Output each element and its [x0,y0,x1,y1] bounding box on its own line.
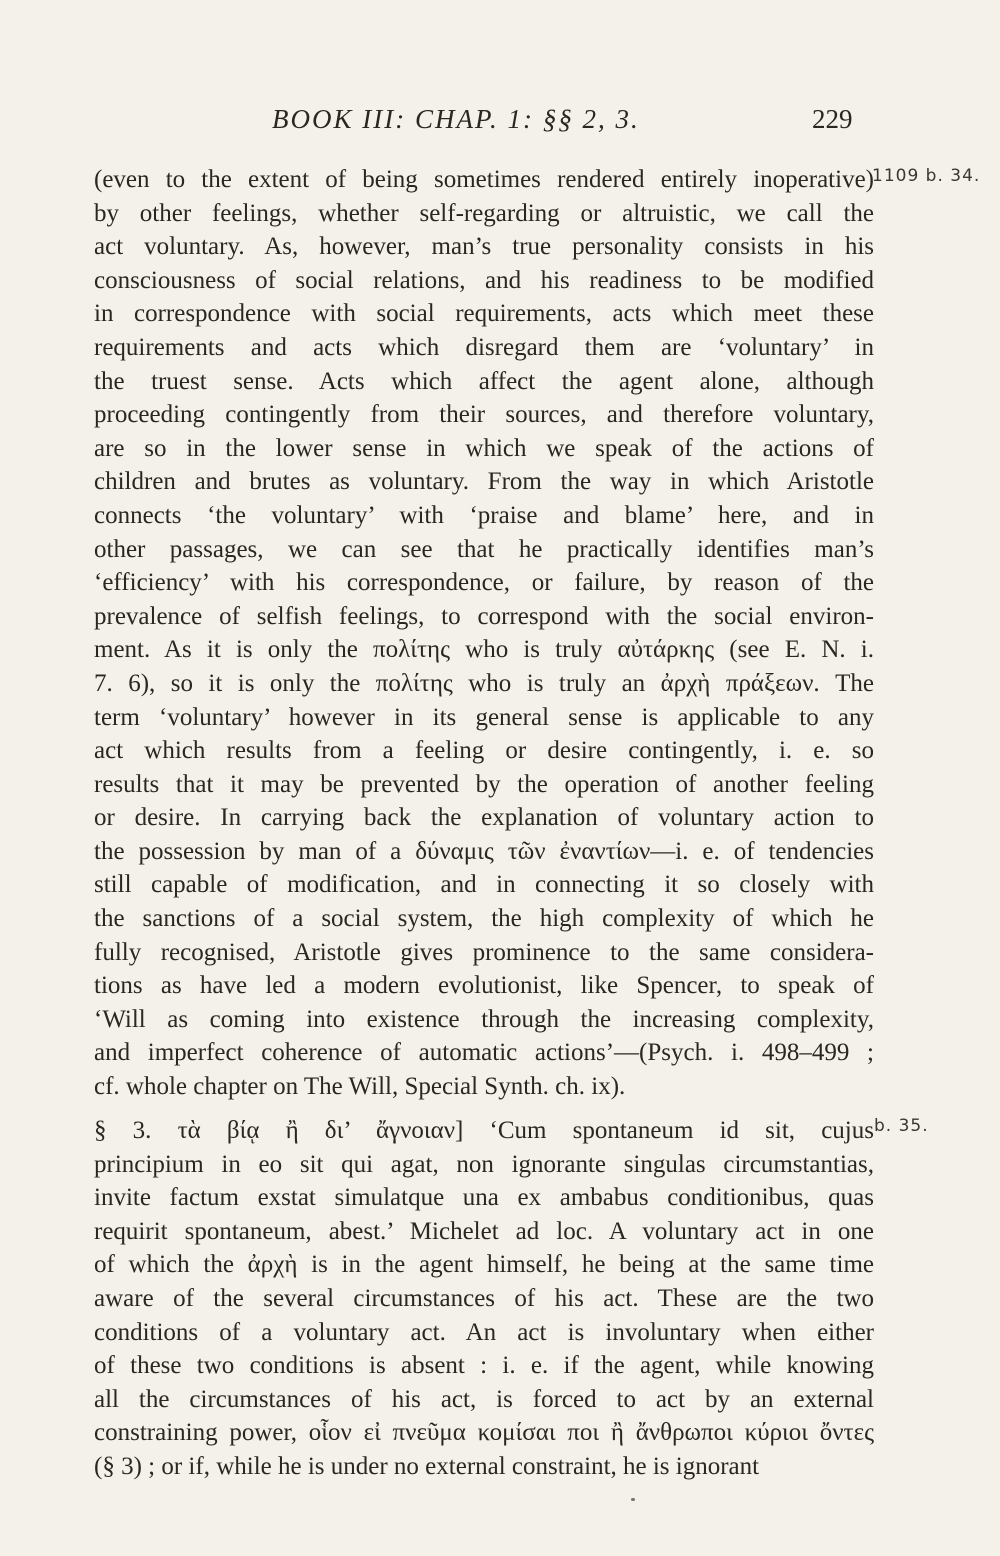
paragraph-1 [94,163,874,1104]
text-line: fully recognised, Aristotle gives prominence to the same considera- [94,938,874,966]
text-line: the truest sense. Acts which affect the agent alone, although [94,367,874,395]
text-line: constraining power, οἷον εἰ πνεῦμα κομίσαι ποι ἢ ἄνθρωποι κύριοι ὄντες [94,1419,874,1447]
text-line: results that it may be prevented by the operation of another feeling [94,770,874,798]
text-line: of which the ἀρχὴ is in the agent himself, he being at the same time [94,1251,874,1279]
text-line: all the circumstances of his act, is forced to act by an external [94,1385,874,1413]
running-head: BOOK III: CHAP. 1: §§ 2, 3. [272,104,640,134]
text-line: connects ‘the voluntary’ with ‘praise and blame’ here, and in [94,501,874,529]
text-line: (§ 3) ; or if, while he is under no external constraint, he is ignorant [94,1452,760,1480]
page-number: 229 [812,104,853,134]
text-line: conditions of a voluntary act. An act is involuntary when either [94,1318,874,1346]
text-line: requirements and acts which disregard them are ‘voluntary’ in [94,333,874,361]
text-line: aware of the several circumstances of his act. These are the two [94,1284,874,1312]
text-line: in correspondence with social requirements, acts which meet these [94,300,874,328]
text-line: principium in eo sit qui agat, non ignorante singulas circumstantias, [94,1150,874,1178]
text-line: (even to the extent of being sometimes rendered entirely inoperative) [94,166,874,193]
text-line: proceeding contingently from their sources, and therefore voluntary, [94,401,874,429]
text-line: 7. 6), so it is only the πολίτης who is truly an ἀρχὴ πράξεων. The [94,669,874,697]
text-line: or desire. In carrying back the explanation of voluntary action to [94,804,874,832]
text-line: ‘Will as coming into existence through the increasing complexity, [94,1005,874,1033]
text-line: tions as have led a modern evolutionist, like Spencer, to speak of [94,972,874,1000]
text-line: § 3. τὰ βίᾳ ἢ δι’ ἄγνοιαν] ‘Cum spontaneum id sit, cujus [94,1117,874,1144]
text-line: still capable of modification, and in connecting it so closely with [94,871,874,899]
text-line: requirit spontaneum, abest.’ Michelet ad loc. A voluntary act in one [94,1217,874,1245]
text-line: prevalence of selfish feelings, to correspond with the social environ- [94,602,874,630]
text-line: act voluntary. As, however, man’s true personality consists in his [94,233,874,261]
margin-reference-top: 1109 b. 34. [872,166,981,186]
text-line: the possession by man of a δύναμις τῶν ἐναντίων—i. e. of tendencies [94,837,874,865]
text-line: the sanctions of a social system, the high complexity of which he [94,905,874,933]
text-line: act which results from a feeling or desire contingently, i. e. so [94,737,874,765]
text-line: ‘efficiency’ with his correspondence, or failure, by reason of the [94,569,874,597]
margin-reference-bottom: b. 35. [874,1116,929,1136]
text-line: invite factum exstat simulatque una ex ambabus conditionibus, quas [94,1184,874,1212]
text-line: term ‘voluntary’ however in its general sense is applicable to any [94,703,874,731]
text-line: cf. whole chapter on The Will, Special Synth. ch. ix). [94,1073,626,1101]
text-line: children and brutes as voluntary. From the way in which Aristotle [94,468,874,496]
text-line: of these two conditions is absent : i. e. if the agent, while knowing [94,1352,874,1380]
text-line: by other feelings, whether self-regarding or altruistic, we call the [94,199,874,227]
text-line: consciousness of social relations, and his readiness to be modified [94,266,874,294]
text-line: and imperfect coherence of automatic actions’—(Psych. i. 498–499 ; [94,1039,874,1067]
text-line: ment. As it is only the πολίτης who is truly αὐτάρκης (see E. N. i. [94,636,874,664]
ink-speck [631,1498,635,1501]
text-line: other passages, we can see that he practically identifies man’s [94,535,874,563]
paragraph-2 [94,1114,874,1484]
text-line: are so in the lower sense in which we speak of the actions of [94,434,874,462]
